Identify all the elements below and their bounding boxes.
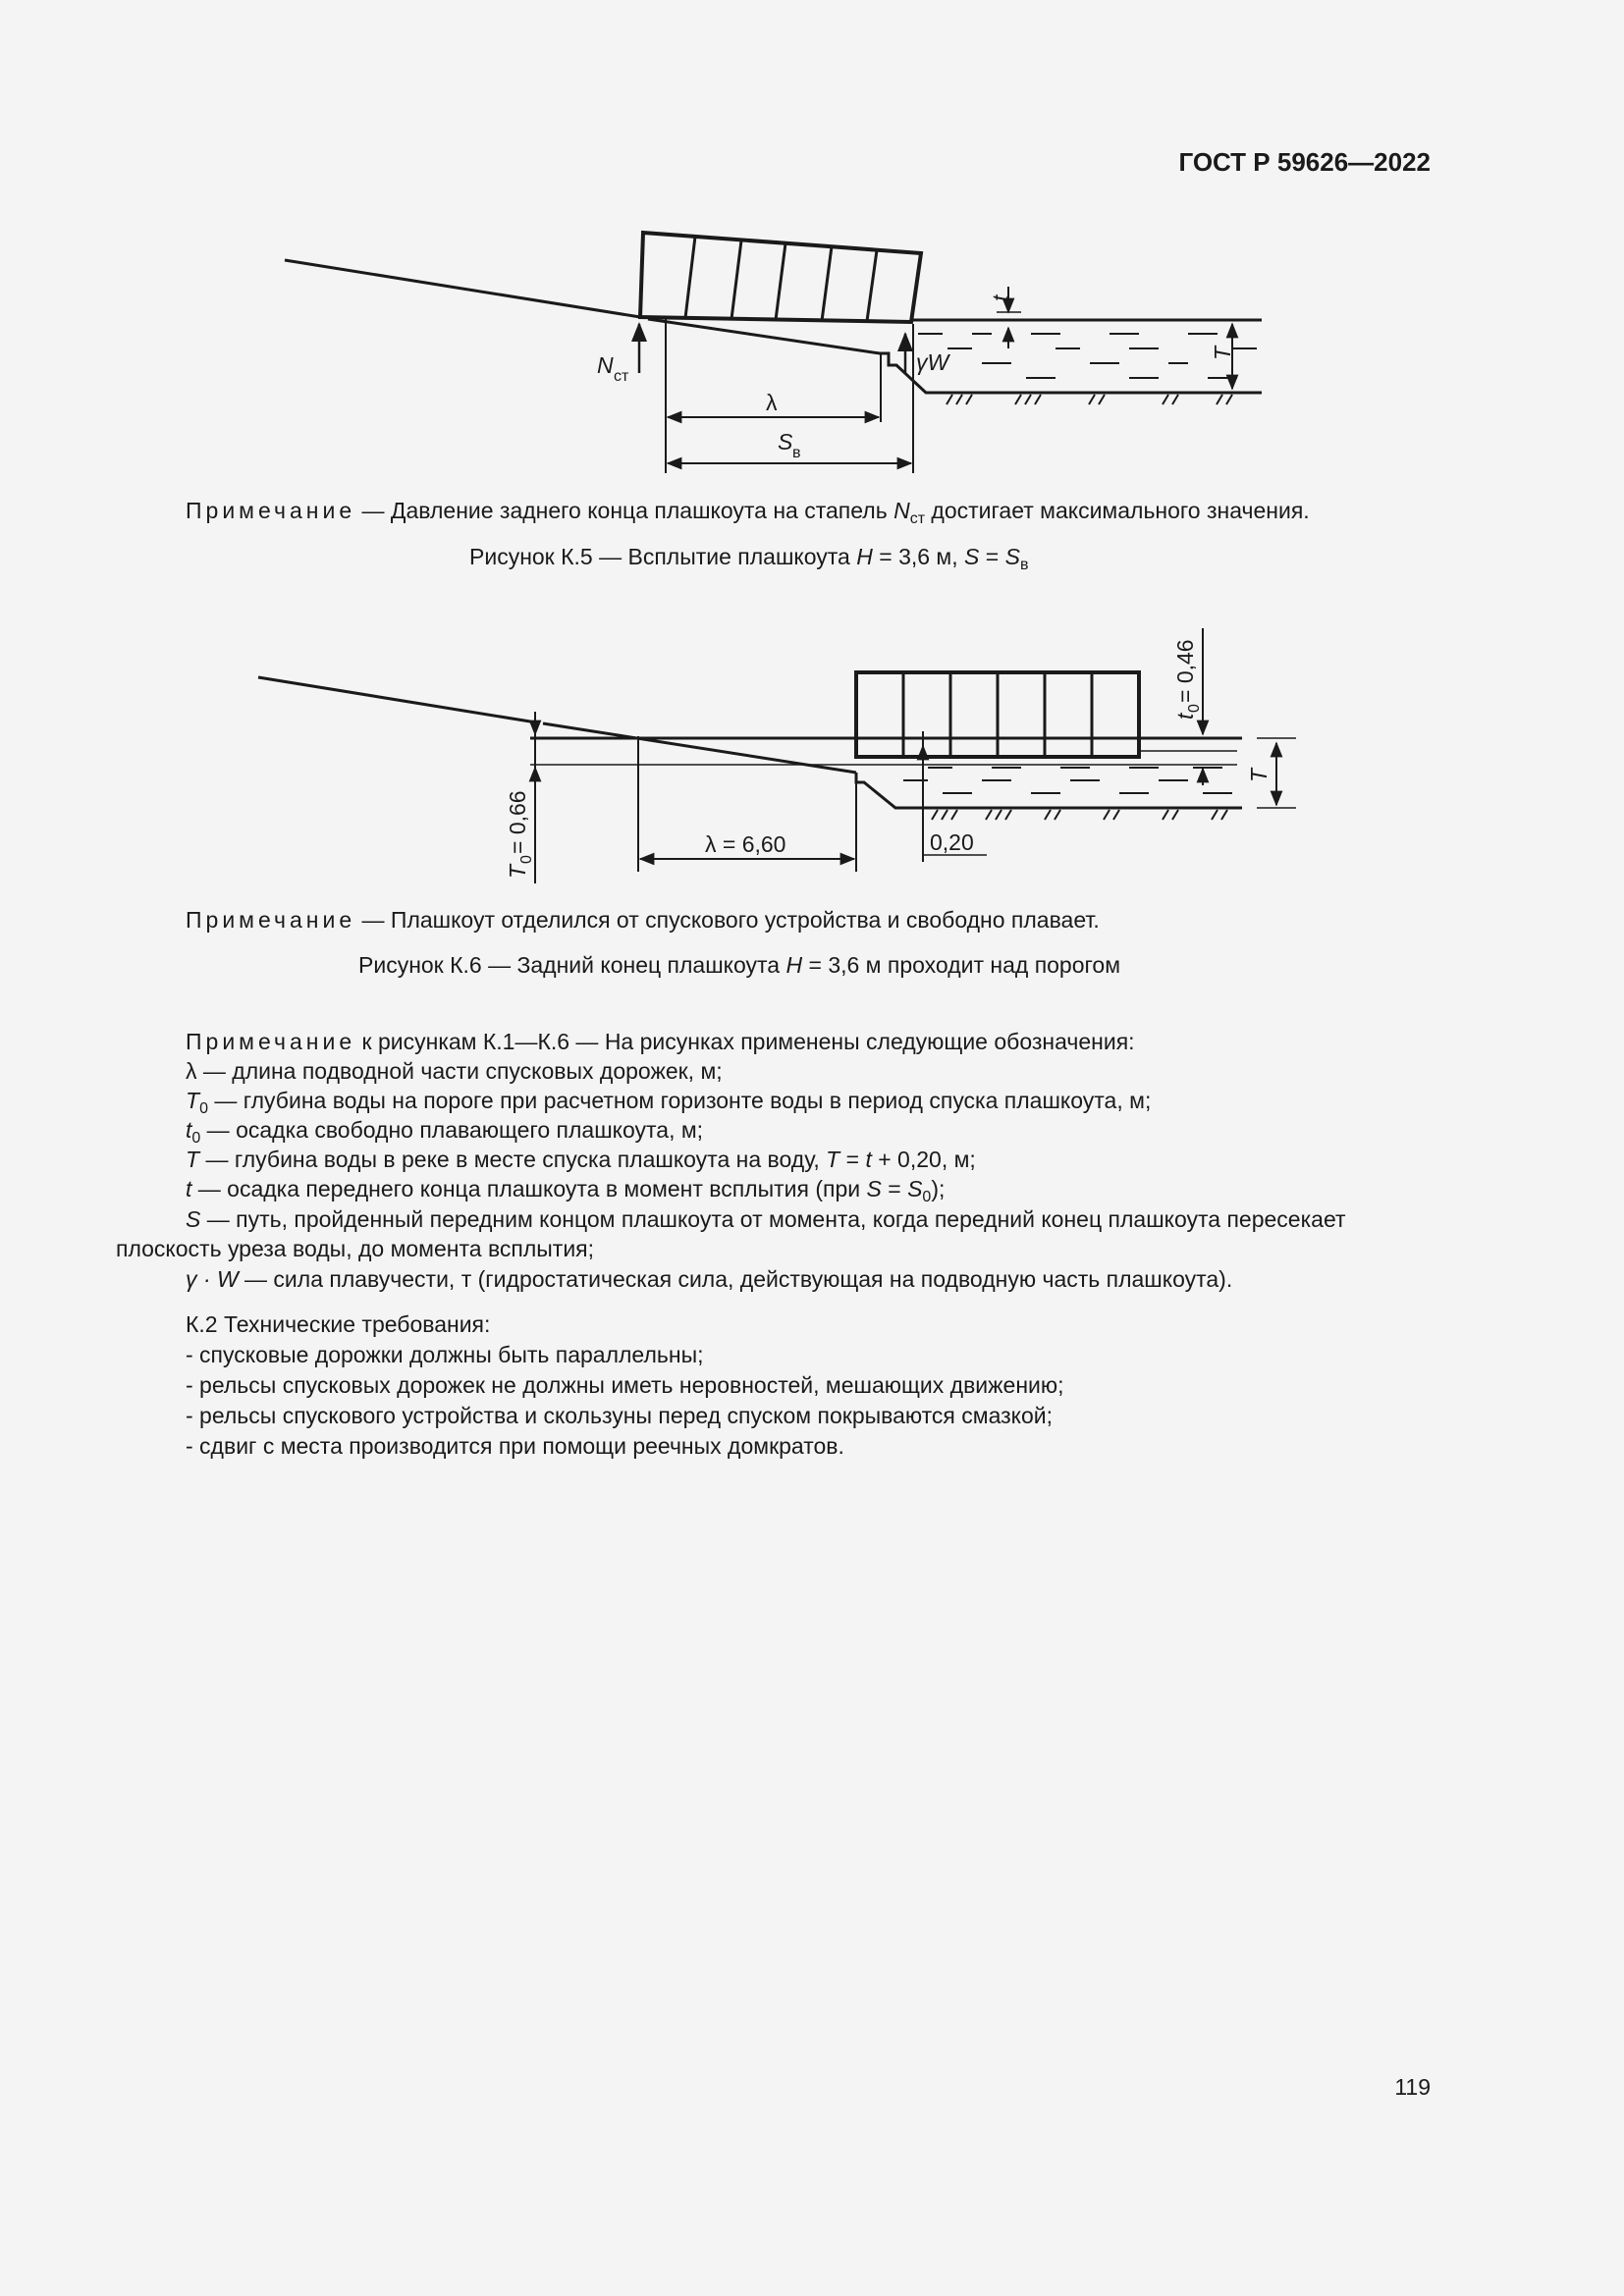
requirements-title: К.2 Технические требования: <box>186 1311 491 1337</box>
legend-t: t — осадка переднего конца плашкоута в момент всплытия (при $S = S_0$); <box>186 1176 946 1205</box>
launch-track <box>856 773 1242 808</box>
requirement-item: - рельсы спусковых дорожек не должны иметь неровностей, мешающих движению; <box>186 1372 1064 1398</box>
label-t0-value: = 0,46 <box>1172 639 1198 703</box>
label-lambda: λ <box>766 390 778 415</box>
label-gamma-w: γW <box>916 349 949 375</box>
general-note-intro: Примечание к рисункам К.1—К.6 — На рисунках применены следующие обозначения: <box>186 1029 1135 1054</box>
label-t0-sub: 0 <box>1186 704 1203 713</box>
label-T0-sub: 0 <box>518 855 535 864</box>
legend-T: T — глубина воды в реке в месте спуска плашкоута на воду, T = t + 0,20, м; <box>186 1147 976 1172</box>
label-n-sub: ст <box>614 368 629 385</box>
figure6-note: Примечание — Плашкоут отделился от спускового устройства и свободно плавает. <box>186 907 1100 933</box>
document-code: ГОСТ Р 59626—2022 <box>1178 147 1431 177</box>
figure5-note: Примечание — Давление заднего конца плашкоута на стапель $N_{ст}$ достигает максимального значения. <box>186 498 1310 527</box>
requirement-item: - спусковые дорожки должны быть параллельны; <box>186 1342 704 1367</box>
legend-lambda: λ — длина подводной части спусковых дорожек, м; <box>186 1058 723 1084</box>
label-T0: T <box>505 864 530 879</box>
figure6-caption: Рисунок К.6 — Задний конец плашкоута H = 3,6 м проходит над порогом <box>358 952 1121 978</box>
label-T0-value: = 0,66 <box>505 790 530 854</box>
requirement-item: - сдвиг с места производится при помощи реечных домкратов. <box>186 1433 844 1459</box>
legend-s-continuation: плоскость уреза воды, до момента всплытия; <box>116 1236 595 1261</box>
slipway-line <box>285 260 640 317</box>
label-s-sub: в <box>792 445 801 461</box>
legend-s: S — путь, пройденный передним концом плашкоута от момента, когда передний конец плашкоута пересекает <box>186 1206 1346 1232</box>
figure-k5-diagram <box>275 221 1276 486</box>
legend-T0: $T_0$ — глубина воды на пороге при расчетном горизонте воды в период спуска плашкоута, м; <box>186 1088 1152 1117</box>
label-T: T <box>1246 768 1272 782</box>
figure-k6-diagram <box>250 623 1301 888</box>
label-lambda: λ = 6,60 <box>705 831 786 857</box>
legend-t0: $t_0$ — осадка свободно плавающего плашкоута, м; <box>186 1117 704 1147</box>
requirement-item: - рельсы спускового устройства и скользуны перед спуском покрываются смазкой; <box>186 1403 1053 1428</box>
label-gap: 0,20 <box>930 829 974 855</box>
page-number: 119 <box>1394 2074 1431 2100</box>
legend-gamma-w: γ · W — сила плавучести, т (гидростатическая сила, действующая на подводную часть плашкоута). <box>186 1266 1233 1292</box>
launch-track <box>648 319 1262 393</box>
label-n: N <box>597 352 614 378</box>
label-t: t <box>988 294 1013 301</box>
label-t0: t <box>1172 713 1198 720</box>
label-T: T <box>1210 346 1235 360</box>
figure5-caption: Рисунок К.5 — Всплытие плашкоута H = 3,6 м, $S = S_в$ <box>469 544 1029 573</box>
label-s: S <box>778 429 793 454</box>
